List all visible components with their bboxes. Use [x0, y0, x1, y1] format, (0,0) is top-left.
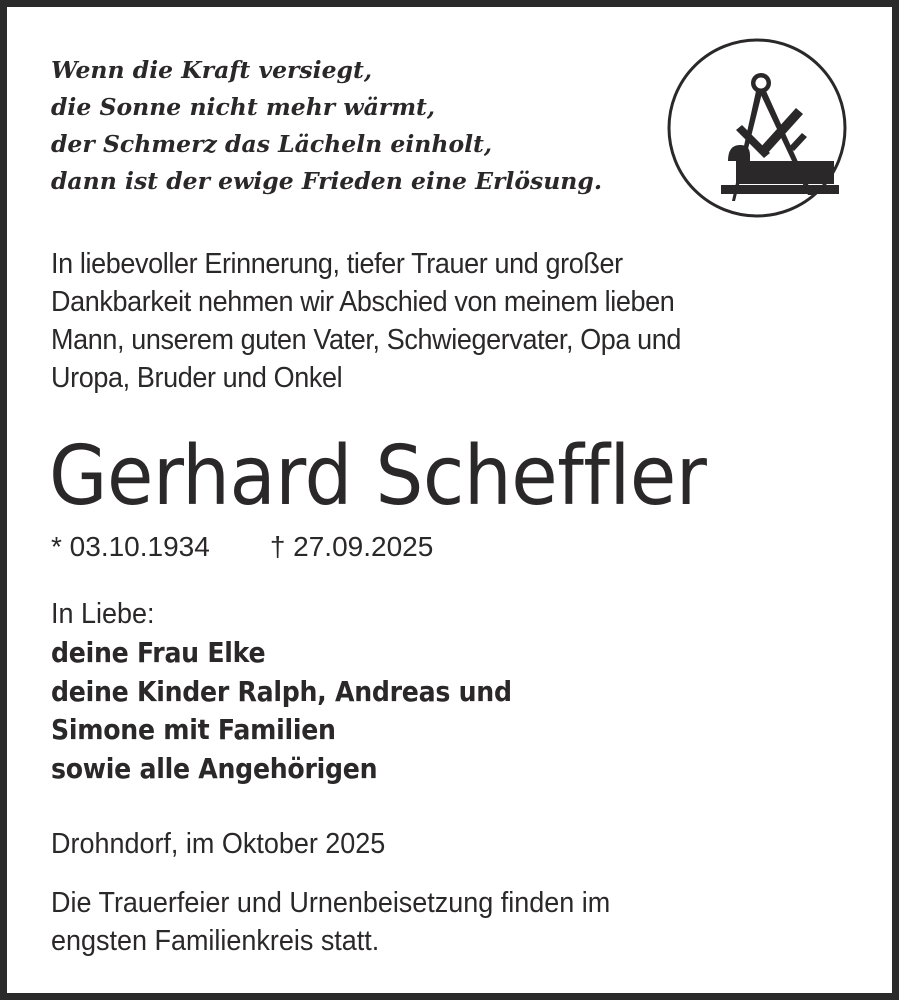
ceremony-notice — [51, 884, 610, 960]
verse-line: dann ist der ewige Frieden eine Erlösung. — [51, 167, 603, 195]
mourner-line: deine Frau Elke — [51, 636, 266, 669]
mourner-line: deine Kinder Ralph, Andreas und — [51, 674, 512, 708]
mourner-line: sowie alle Angehörigen — [51, 751, 378, 785]
deceased-name: Gerhard Scheffler — [49, 429, 707, 524]
place-date: Drohndorf, im Oktober 2025 — [51, 828, 386, 860]
ceremony-line: engsten Familienkreis statt. — [51, 925, 380, 957]
verse-line: die Sonne nicht mehr wärmt, — [51, 93, 436, 121]
mourners-label: In Liebe: — [51, 598, 155, 630]
intro-text — [51, 245, 681, 397]
life-dates — [51, 527, 433, 567]
death-date: † 27.09.2025 — [269, 531, 434, 562]
verse-line: der Schmerz das Lächeln einholt, — [51, 130, 493, 158]
intro-line: Dankbarkeit nehmen wir Abschied von meinem lieben — [51, 286, 675, 318]
memorial-verse — [51, 52, 602, 200]
intro-line: Mann, unserem guten Vater, Schwiegervater, Opa und — [51, 324, 682, 356]
mourners-list — [51, 634, 512, 788]
obituary-notice — [7, 7, 892, 993]
birth-date: * 03.10.1934 — [51, 531, 210, 562]
mourner-line: Simone mit Familien — [51, 713, 336, 746]
verse-line: Wenn die Kraft versiegt, — [51, 56, 373, 84]
intro-line: In liebevoller Erinnerung, tiefer Trauer und großer — [51, 248, 623, 280]
carpenter-compass-plane-icon — [666, 37, 848, 219]
ceremony-line: Die Trauerfeier und Urnenbeisetzung finden im — [51, 887, 611, 919]
intro-line: Uropa, Bruder und Onkel — [51, 362, 343, 394]
